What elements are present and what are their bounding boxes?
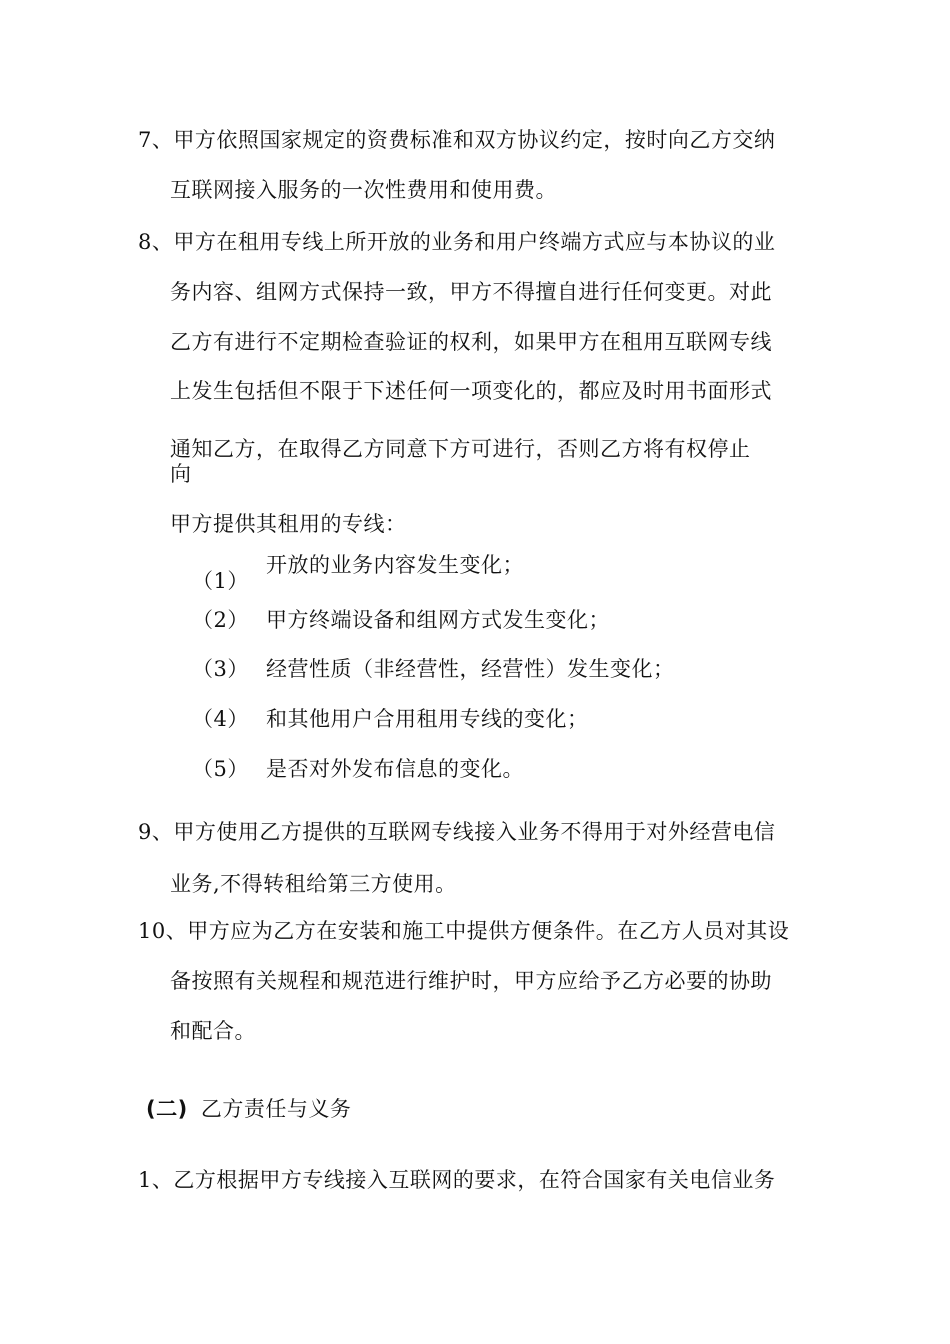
item8-line4: 上发生包括但不限于下述任何一项变化的，都应及时用书面形式 (170, 379, 772, 403)
item8-line5: 通知乙方，在取得乙方同意下方可进行，否则乙方将有权停止 (170, 437, 751, 461)
item10-line3: 和配合。 (170, 1019, 256, 1043)
item9-line1: 9、甲方使用乙方提供的互联网专线接入业务不得用于对外经营电信 (138, 820, 776, 844)
sub-item-1-text: 开放的业务内容发生变化； (266, 553, 524, 577)
item8-line2: 务内容、组网方式保持一致，甲方不得擅自进行任何变更。对此 (170, 280, 772, 304)
sub-item-1-num: （1） (192, 569, 249, 593)
sub-item-2-text: 甲方终端设备和组网方式发生变化； (266, 608, 610, 632)
item7-line2: 互联网接入服务的一次性费用和使用费。 (170, 178, 557, 202)
section2-number: (二) (146, 1097, 188, 1121)
item9-line2: 业务,不得转租给第三方使用。 (170, 872, 457, 896)
item8-line3: 乙方有进行不定期检查验证的权利，如果甲方在租用互联网专线 (170, 330, 772, 354)
item10-line1: 10、甲方应为乙方在安装和施工中提供方便条件。在乙方人员对其设 (138, 919, 790, 943)
section2-heading (146, 1096, 351, 1122)
sub-item-2-num: （2） (192, 608, 249, 632)
section2-title: 乙方责任与义务 (200, 1097, 352, 1121)
sub-item-5-num: （5） (192, 757, 249, 781)
sub-item-3-num: （3） (192, 657, 249, 681)
sub-item-4-num: （4） (192, 707, 249, 731)
sub-item-5-text: 是否对外发布信息的变化。 (266, 757, 524, 781)
sub-item-4-text: 和其他用户合用租用专线的变化； (266, 707, 589, 731)
item8-line7: 甲方提供其租用的专线： (170, 512, 407, 536)
item8-line1: 8、甲方在租用专线上所开放的业务和用户终端方式应与本协议的业 (138, 230, 776, 254)
item8-line6: 向 (170, 462, 192, 486)
item7-line1: 7、甲方依照国家规定的资费标准和双方协议约定，按时向乙方交纳 (138, 128, 776, 152)
sub-item-3-text: 经营性质（非经营性，经营性）发生变化； (266, 657, 675, 681)
s2-item1-line1: 1、乙方根据甲方专线接入互联网的要求，在符合国家有关电信业务 (138, 1168, 776, 1192)
item10-line2: 备按照有关规程和规范进行维护时，甲方应给予乙方必要的协助 (170, 969, 772, 993)
